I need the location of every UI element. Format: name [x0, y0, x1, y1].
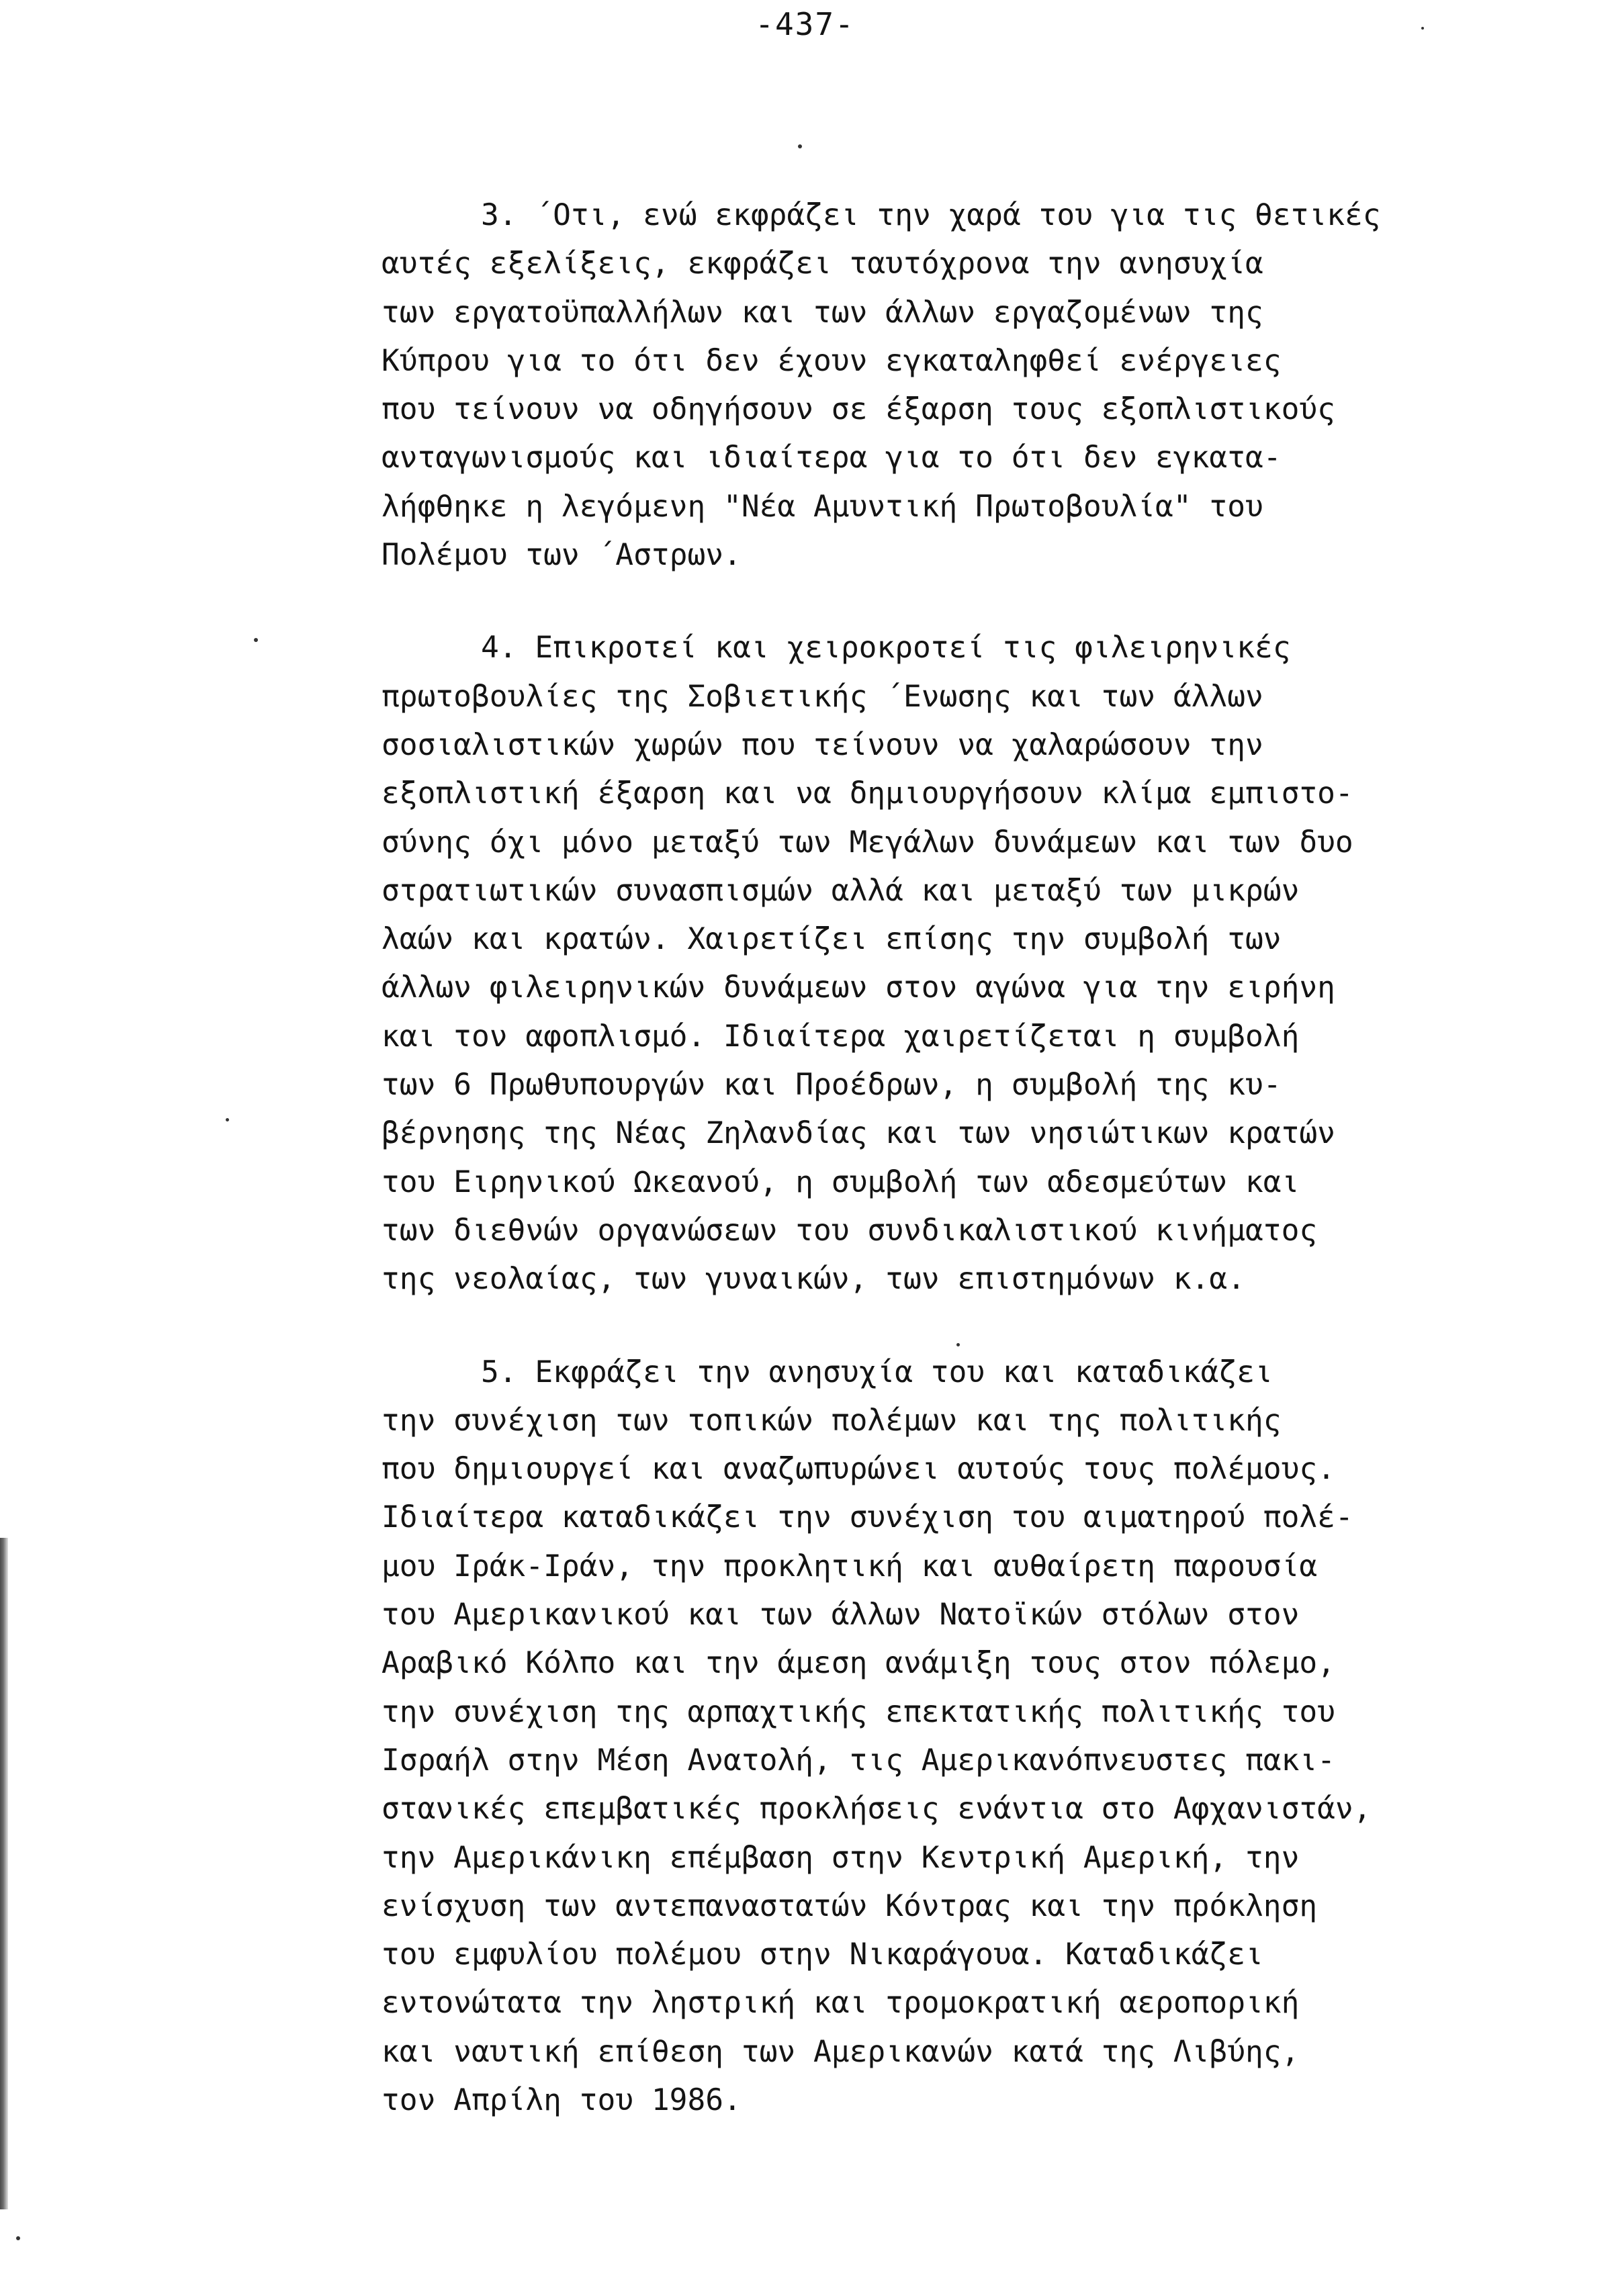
text-line: την συνέχιση των τοπικών πολέμων και της πολιτικής: [382, 1403, 1282, 1438]
paragraph-5: [382, 1348, 1523, 2125]
text-line: Αραβικό Κόλπο και την άμεση ανάμιξη τους στον πόλεμο,: [382, 1646, 1335, 1681]
text-line: σύνης όχι μόνο μεταξύ των Μεγάλων δυνάμεων και των δυο: [382, 825, 1353, 860]
text-line: Πολέμου των ΄Αστρων.: [382, 538, 742, 573]
text-line: και ναυτική επίθεση των Αμερικανών κατά της Λιβύης,: [382, 2034, 1300, 2069]
text-line: 5. Εκφράζει την ανησυχία του και καταδικάζει: [481, 1354, 1273, 1389]
text-line: βέρνησης της Νέας Ζηλανδίας και των νησιώτικων κρατών: [382, 1116, 1335, 1151]
text-line: που τείνουν να οδηγήσουν σε έξαρση τους εξοπλιστικούς: [382, 392, 1335, 427]
scan-binding-edge: [0, 1538, 8, 2209]
text-line: των διεθνών οργανώσεων του συνδικαλιστικού κινήματος: [382, 1213, 1318, 1248]
paragraph-4: [382, 624, 1523, 1303]
text-line: μου Ιράκ-Ιράν, την προκλητική και αυθαίρετη παρουσία: [382, 1549, 1318, 1583]
text-line: Ισραήλ στην Μέση Ανατολή, τις Αμερικανόπνευστες πακι-: [382, 1743, 1335, 1778]
text-line: του εμφυλίου πολέμου στην Νικαράγουα. Καταδικάζει: [382, 1937, 1263, 1972]
scan-speck: [254, 638, 258, 642]
text-line: λαών και κρατών. Χαιρετίζει επίσης την συμβολή των: [382, 922, 1282, 957]
document-body: [382, 191, 1523, 2169]
text-line: εντονώτατα την ληστρική και τρομοκρατική αεροπορική: [382, 1986, 1300, 2021]
text-line: των 6 Πρωθυπουργών και Προέδρων, η συμβολή της κυ-: [382, 1068, 1282, 1103]
text-line: που δημιουργεί και αναζωπυρώνει αυτούς τους πολέμους.: [382, 1452, 1335, 1487]
text-line: εξοπλιστική έξαρση και να δημιουργήσουν κλίμα εμπιστο-: [382, 776, 1353, 811]
text-line: άλλων φιλειρηνικών δυνάμεων στον αγώνα για την ειρήνη: [382, 970, 1335, 1005]
text-line: ανταγωνισμούς και ιδιαίτερα για το ότι δεν εγκατα-: [382, 441, 1282, 475]
text-line: την Αμερικάνικη επέμβαση στην Κεντρική Αμερική, την: [382, 1840, 1300, 1875]
text-line: πρωτοβουλίες της Σοβιετικής ΄Ενωσης και των άλλων: [382, 679, 1263, 714]
text-line: σοσιαλιστικών χωρών που τείνουν να χαλαρώσουν την: [382, 727, 1263, 762]
text-line: τον Απρίλη του 1986.: [382, 2082, 742, 2117]
text-line: και τον αφοπλισμό. Ιδιαίτερα χαιρετίζεται η συμβολή: [382, 1019, 1300, 1054]
page-number: -437-: [755, 6, 855, 42]
text-line: των εργατοϋπαλλήλων και των άλλων εργαζομένων της: [382, 295, 1263, 330]
scan-speck: [798, 144, 802, 148]
scan-speck: [1421, 27, 1424, 30]
text-line: του Ειρηνικού Ωκεανού, η συμβολή των αδεσμεύτων και: [382, 1164, 1300, 1199]
text-line: της νεολαίας, των γυναικών, των επιστημόνων κ.α.: [382, 1262, 1245, 1297]
scan-speck: [956, 1343, 960, 1346]
text-line: ενίσχυση των αντεπαναστατών Κόντρας και την πρόκληση: [382, 1888, 1318, 1923]
text-line: 4. Επικροτεί και χειροκροτεί τις φιλειρηνικές: [481, 631, 1291, 665]
text-line: την συνέχιση της αρπαχτικής επεκτατικής πολιτικής του: [382, 1694, 1335, 1729]
text-line: του Αμερικανικού και των άλλων Νατοϊκών στόλων στον: [382, 1598, 1300, 1633]
text-line: 3. ΄Οτι, ενώ εκφράζει την χαρά του για τις θετικές: [481, 198, 1381, 232]
text-line: λήφθηκε η λεγόμενη "Νέα Αμυντική Πρωτοβουλία" του: [382, 489, 1263, 524]
scan-speck: [226, 1118, 229, 1121]
text-line: στανικές επεμβατικές προκλήσεις ενάντια στο Αφχανιστάν,: [382, 1792, 1372, 1827]
text-line: αυτές εξελίξεις, εκφράζει ταυτόχρονα την ανησυχία: [382, 246, 1263, 281]
paragraph-3: [382, 191, 1523, 580]
text-line: Κύπρου για το ότι δεν έχουν εγκαταληφθεί ενέργειες: [382, 343, 1282, 378]
text-line: στρατιωτικών συνασπισμών αλλά και μεταξύ των μικρών: [382, 873, 1300, 908]
scan-speck: [16, 2236, 20, 2240]
text-line: Ιδιαίτερα καταδικάζει την συνέχιση του αιματηρού πολέ-: [382, 1500, 1353, 1535]
